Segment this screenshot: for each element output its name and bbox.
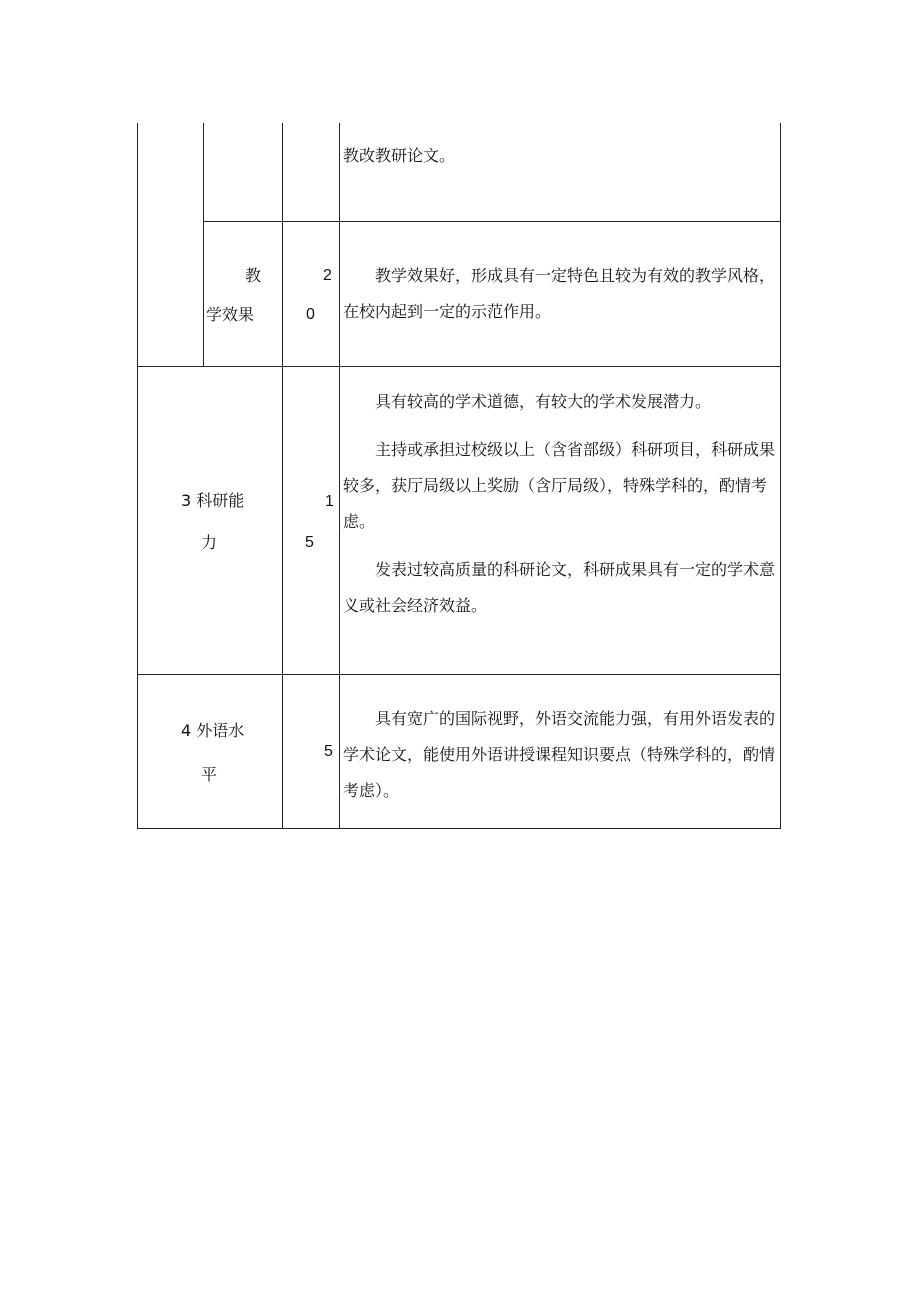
criterion-label-line2: 平 xyxy=(201,765,218,784)
criterion-label-line1: 3 科研能 xyxy=(181,491,245,510)
score-digit-1: 2 xyxy=(323,267,332,284)
criterion-label-line2: 力 xyxy=(201,533,218,552)
table-border-right xyxy=(780,123,781,829)
score-value: 5 xyxy=(324,743,333,760)
score-digit-2: 5 xyxy=(305,534,314,551)
description-paragraph: 具有较高的学术道德，有较大的学术发展潜力。 xyxy=(375,392,712,411)
criterion-label-line1: 4 外语水 xyxy=(181,721,245,740)
description-column-left-border xyxy=(339,123,340,829)
foreign-language-description xyxy=(343,701,777,809)
row-divider-1 xyxy=(203,221,781,222)
teaching-effect-description xyxy=(343,258,777,330)
description-paragraph: 主持或承担过校级以上（含省部级）科研项目，科研成果较多，获厅局级以上奖励（含厅局级），特殊学科的，酌情考虑。 xyxy=(343,440,776,531)
row-divider-3 xyxy=(137,674,781,675)
table-border-bottom xyxy=(137,828,781,829)
score-column-left-border xyxy=(282,123,283,829)
continuation-text: 教改教研论文。 xyxy=(343,146,456,165)
description-paragraph: 发表过较高质量的科研论文，科研成果具有一定的学术意义或社会经济效益。 xyxy=(343,560,776,615)
score-digit-2: 0 xyxy=(306,306,315,323)
sub-item-label-line2: 学效果 xyxy=(206,305,255,324)
description-paragraph: 教学效果好，形成具有一定特色且较为有效的教学风格，在校内起到一定的示范作用。 xyxy=(343,266,776,321)
sub-item-label-line1: 教 xyxy=(245,266,262,285)
sub-column-divider xyxy=(203,123,204,366)
research-description xyxy=(343,384,777,624)
table-border-left xyxy=(137,123,138,829)
score-digit-1: 1 xyxy=(325,493,334,510)
description-paragraph: 具有宽广的国际视野，外语交流能力强，有用外语发表的学术论文，能使用外语讲授课程知识要点（特殊学科的，酌情考虑）。 xyxy=(343,709,776,800)
row-divider-2 xyxy=(137,366,781,367)
